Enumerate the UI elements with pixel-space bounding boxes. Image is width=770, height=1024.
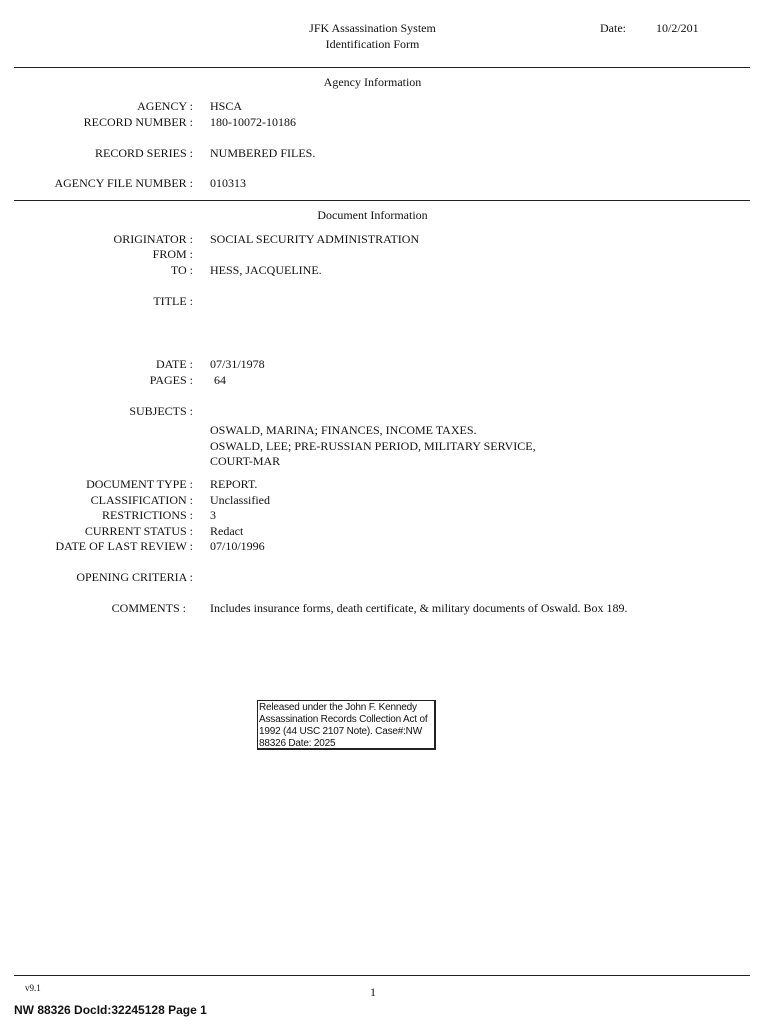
stamp-line4: 88326 Date: 2025 <box>259 738 336 749</box>
stamp-line1: Released under the John F. Kennedy <box>259 702 417 713</box>
to-label: TO : <box>170 263 193 277</box>
subjects-line1: OSWALD, MARINA; FINANCES, INCOME TAXES. <box>210 423 477 437</box>
footer-page-number: 1 <box>370 985 376 999</box>
header-date-value: 10/2/201 <box>656 21 699 35</box>
record-number-label: RECORD NUMBER : <box>83 115 193 129</box>
document-section-title: Document Information <box>317 208 428 222</box>
subjects-label: SUBJECTS : <box>129 404 193 418</box>
form-title-line2: Identification Form <box>325 37 420 51</box>
record-number-value: 180-10072-10186 <box>210 115 296 129</box>
from-label: FROM : <box>152 247 193 261</box>
agency-value: HSCA <box>210 99 243 113</box>
document-type-value: REPORT. <box>210 477 258 491</box>
date-value: 07/31/1978 <box>210 357 265 371</box>
subjects-line3: COURT-MAR <box>210 454 281 468</box>
record-series-value: NUMBERED FILES. <box>210 146 316 160</box>
divider-middle <box>14 200 750 201</box>
header-date-label: Date: <box>600 21 626 35</box>
stamp-line2: Assassination Records Collection Act of <box>259 714 428 725</box>
current-status-label: CURRENT STATUS : <box>84 524 193 538</box>
subjects-line2: OSWALD, LEE; PRE-RUSSIAN PERIOD, MILITARY SERVICE, <box>210 439 536 453</box>
last-review-label: DATE OF LAST REVIEW : <box>55 539 193 553</box>
footer-version: v9.1 <box>25 983 41 993</box>
comments-label: COMMENTS : <box>111 601 186 615</box>
form-title-line1: JFK Assassination System <box>309 21 436 35</box>
record-series-label: RECORD SERIES : <box>94 146 193 160</box>
pages-label: PAGES : <box>149 373 193 387</box>
classification-value: Unclassified <box>210 493 270 507</box>
last-review-value: 07/10/1996 <box>210 539 265 553</box>
originator-label: ORIGINATOR : <box>113 232 193 246</box>
document-type-label: DOCUMENT TYPE : <box>86 477 193 491</box>
pages-value: 64 <box>214 373 226 387</box>
title-label: TITLE : <box>153 294 193 308</box>
current-status-value: Redact <box>210 524 244 538</box>
restrictions-label: RESTRICTIONS : <box>101 508 193 522</box>
date-label: DATE : <box>156 357 193 371</box>
comments-value: Includes insurance forms, death certificate, & military documents of Oswald. Box 189. <box>210 601 628 615</box>
divider-bottom <box>14 975 750 976</box>
stamp-line3: 1992 (44 USC 2107 Note). Case#:NW <box>259 726 422 737</box>
originator-value: SOCIAL SECURITY ADMINISTRATION <box>210 232 420 246</box>
restrictions-value: 3 <box>210 508 216 522</box>
divider-top <box>14 67 750 68</box>
agency-file-number-label: AGENCY FILE NUMBER : <box>54 176 193 190</box>
classification-label: CLASSIFICATION : <box>90 493 193 507</box>
footer-document-reference: NW 88326 DocId:32245128 Page 1 <box>14 1003 207 1017</box>
form-title <box>0 20 745 52</box>
to-value: HESS, JACQUELINE. <box>210 263 322 277</box>
release-stamp <box>257 700 436 750</box>
opening-criteria-label: OPENING CRITERIA : <box>76 570 193 584</box>
agency-file-number-value: 010313 <box>210 176 246 190</box>
agency-section-title: Agency Information <box>323 75 422 89</box>
agency-label: AGENCY : <box>137 99 193 113</box>
